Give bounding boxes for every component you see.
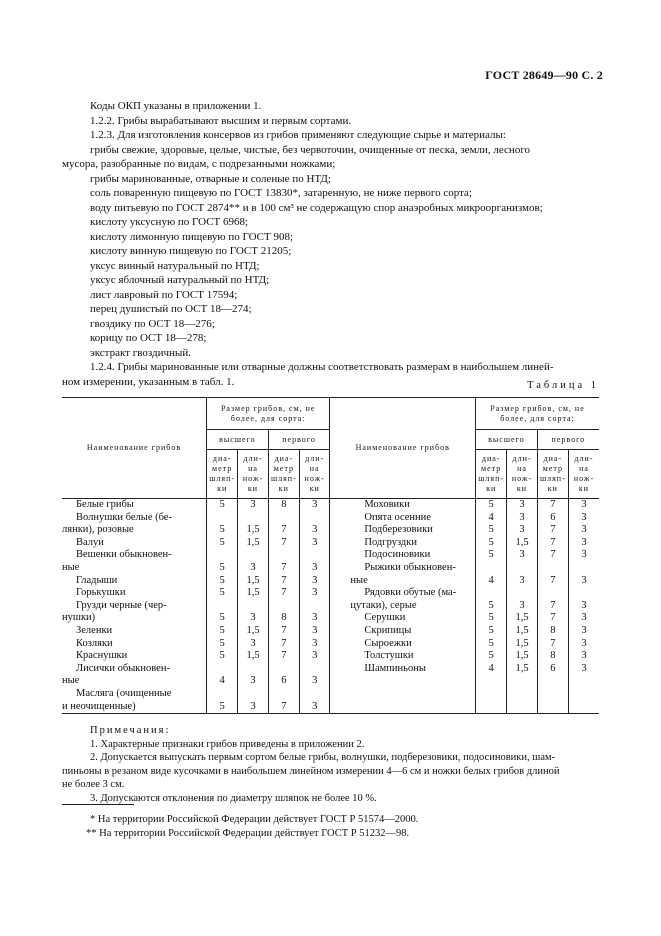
size-value bbox=[476, 587, 506, 600]
body-line: перец душистый по ОСТ 18—274; bbox=[90, 303, 252, 315]
note-item: 1. Характерные признаки грибов приведены в приложении 2. bbox=[90, 738, 365, 750]
footnotes bbox=[86, 813, 419, 841]
body-line: 1.2.2. Грибы вырабатывают высшим и первым сортами. bbox=[90, 114, 352, 127]
size-value: 5 bbox=[488, 624, 494, 636]
size-value: 3 bbox=[250, 700, 256, 712]
size-value: 3 bbox=[581, 499, 587, 510]
size-value: 3 bbox=[250, 637, 256, 649]
size-value bbox=[269, 549, 299, 562]
size-value: 5 bbox=[219, 587, 225, 599]
size-value: 3 bbox=[581, 612, 587, 624]
size-value: 3 bbox=[581, 624, 587, 636]
size-value bbox=[207, 600, 237, 613]
left-values-column bbox=[268, 499, 299, 714]
size-value: 3 bbox=[581, 574, 587, 586]
size-value: 7 bbox=[281, 524, 287, 536]
size-value bbox=[269, 512, 299, 525]
size-value: 8 bbox=[281, 499, 287, 510]
body-line: грибы свежие, здоровые, целые, чистые, без червоточин, очищенные от песка, земли, лесного bbox=[90, 143, 531, 156]
grade-high-left: высшего bbox=[207, 430, 269, 450]
size-value: 1,5 bbox=[246, 587, 260, 599]
size-value: 3 bbox=[312, 536, 318, 548]
size-value: 7 bbox=[281, 624, 287, 636]
size-value: 7 bbox=[281, 650, 287, 662]
body-line: корицу по ОСТ 18—278; bbox=[90, 332, 207, 344]
size-value bbox=[238, 688, 267, 701]
size-value: 1,5 bbox=[246, 574, 260, 586]
size-value: 7 bbox=[281, 574, 287, 586]
mushroom-name: Рыжики обыкновен- bbox=[364, 561, 456, 573]
size-value bbox=[538, 562, 568, 575]
size-value: 5 bbox=[219, 650, 225, 662]
size-value: 3 bbox=[250, 561, 256, 573]
size-value: 7 bbox=[550, 612, 556, 624]
size-value bbox=[569, 562, 599, 575]
mushroom-name: Козляки bbox=[76, 637, 113, 649]
body-line: 1.2.4. Грибы маринованные или отварные должны соответствовать размерам в наибольшем линей- bbox=[90, 361, 554, 373]
size-value bbox=[476, 562, 506, 575]
size-value: 7 bbox=[550, 549, 556, 561]
mushroom-name: Гладыши bbox=[76, 574, 118, 586]
name-header-right: Наименование грибов bbox=[330, 398, 476, 499]
size-value: 1,5 bbox=[246, 524, 260, 536]
body-line: экстракт гвоздичный. bbox=[90, 346, 191, 359]
size-value bbox=[300, 663, 329, 676]
right-values-column bbox=[537, 499, 568, 714]
size-value: 3 bbox=[581, 549, 587, 561]
col-diam-header: диа-метр шляп-ки bbox=[207, 450, 238, 499]
size-table bbox=[62, 397, 599, 714]
size-header-left: Размер грибов, см, не более, для сорта: bbox=[207, 398, 330, 430]
size-value bbox=[300, 600, 329, 613]
size-value: 1,5 bbox=[515, 662, 529, 674]
mushroom-name: Подгруздки bbox=[364, 536, 417, 548]
size-value: 4 bbox=[488, 662, 494, 674]
left-values-column bbox=[207, 499, 238, 714]
body-line: кислоту уксусную по ГОСТ 6968; bbox=[90, 216, 249, 228]
size-value bbox=[569, 587, 599, 600]
mushroom-name: и неочищенные) bbox=[62, 700, 136, 712]
mushroom-name: Моховики bbox=[364, 499, 410, 510]
body-line: Коды ОКП указаны в приложении 1. bbox=[90, 100, 262, 112]
left-values-column bbox=[238, 499, 268, 714]
size-value: 6 bbox=[281, 675, 287, 687]
size-value: 7 bbox=[550, 536, 556, 548]
size-value: 5 bbox=[219, 624, 225, 636]
col-diam-header: диа-метр шляп-ки bbox=[537, 450, 568, 499]
body-line: 1.2.3. Для изготовления консервов из грибов применяют следующие сырье и материалы: bbox=[90, 129, 506, 141]
left-values-column bbox=[299, 499, 329, 714]
size-value: 3 bbox=[519, 599, 525, 611]
size-value: 1,5 bbox=[515, 624, 529, 636]
size-value: 3 bbox=[581, 637, 587, 649]
mushroom-name: Рядовки обутые (ма- bbox=[364, 587, 457, 599]
grade-first-right: первого bbox=[537, 430, 599, 450]
size-value: 7 bbox=[281, 637, 287, 649]
size-value: 3 bbox=[312, 612, 318, 624]
size-value: 3 bbox=[519, 499, 525, 510]
table-caption: Таблица 1 bbox=[527, 380, 599, 391]
size-value: 8 bbox=[550, 650, 556, 662]
size-value: 5 bbox=[488, 524, 494, 536]
size-value: 8 bbox=[281, 612, 287, 624]
size-value: 3 bbox=[312, 561, 318, 573]
size-value: 3 bbox=[581, 524, 587, 536]
size-value: 1,5 bbox=[246, 650, 260, 662]
size-value: 7 bbox=[281, 587, 287, 599]
size-value: 3 bbox=[581, 599, 587, 611]
size-value: 5 bbox=[219, 574, 225, 586]
size-value bbox=[238, 512, 267, 525]
size-value: 5 bbox=[219, 536, 225, 548]
mushroom-name: Валуи bbox=[76, 536, 104, 548]
size-value: 3 bbox=[250, 612, 256, 624]
size-value: 7 bbox=[550, 637, 556, 649]
size-value: 3 bbox=[250, 675, 256, 687]
right-values-column bbox=[507, 499, 537, 714]
size-value: 3 bbox=[581, 662, 587, 674]
grade-first-left: первого bbox=[268, 430, 330, 450]
size-value: 1,5 bbox=[515, 637, 529, 649]
mushroom-name: Белые грибы bbox=[76, 499, 134, 510]
mushroom-name: Краснушки bbox=[76, 650, 128, 662]
size-value: 3 bbox=[581, 650, 587, 662]
size-value: 5 bbox=[219, 637, 225, 649]
size-value: 7 bbox=[550, 599, 556, 611]
body-line: грибы маринованные, отварные и соленые по НТД; bbox=[90, 172, 331, 185]
size-value bbox=[538, 587, 568, 600]
size-value bbox=[269, 600, 299, 613]
size-value bbox=[269, 688, 299, 701]
footnote-divider bbox=[62, 804, 134, 805]
body-line: соль поваренную пищевую по ГОСТ 13830*, затаренную, не ниже первого сорта; bbox=[90, 187, 472, 199]
size-value: 3 bbox=[250, 499, 256, 510]
size-value: 5 bbox=[488, 650, 494, 662]
footnote: ** На территории Российской Федерации действует ГОСТ Р 51232—98. bbox=[86, 828, 410, 839]
size-value: 5 bbox=[488, 549, 494, 561]
body-line: ном измерении, указанным в табл. 1. bbox=[62, 375, 235, 388]
mushroom-name: Горькушки bbox=[76, 587, 126, 599]
body-line: кислоту винную пищевую по ГОСТ 21205; bbox=[90, 245, 292, 257]
size-value bbox=[207, 512, 237, 525]
size-value bbox=[238, 600, 267, 613]
size-value: 5 bbox=[488, 536, 494, 548]
col-len-header: дли-на нож-ки bbox=[507, 450, 537, 499]
mushroom-name: Вешенки обыкновен- bbox=[76, 549, 172, 561]
right-values-column bbox=[568, 499, 599, 714]
left-names-column bbox=[62, 499, 207, 714]
table-notes bbox=[62, 724, 600, 805]
size-value: 1,5 bbox=[515, 536, 529, 548]
grade-high-right: высшего bbox=[476, 430, 538, 450]
size-value: 4 bbox=[219, 675, 225, 687]
mushroom-name: Зеленки bbox=[76, 624, 113, 636]
size-value bbox=[300, 512, 329, 525]
col-diam-header: диа-метр шляп-ки bbox=[268, 450, 299, 499]
size-value bbox=[207, 663, 237, 676]
size-value: 5 bbox=[488, 637, 494, 649]
size-value: 6 bbox=[550, 662, 556, 674]
col-len-header: дли-на нож-ки bbox=[299, 450, 329, 499]
body-line: лист лавровый по ГОСТ 17594; bbox=[90, 288, 238, 301]
body-text bbox=[62, 99, 600, 389]
size-value: 6 bbox=[550, 511, 556, 523]
size-value: 3 bbox=[519, 524, 525, 536]
size-value: 7 bbox=[550, 574, 556, 586]
size-value: 5 bbox=[219, 612, 225, 624]
size-value: 3 bbox=[581, 511, 587, 523]
size-value: 5 bbox=[488, 599, 494, 611]
mushroom-name: Подосиновики bbox=[364, 549, 431, 561]
size-value bbox=[300, 549, 329, 562]
body-line: уксус винный натуральный по НТД; bbox=[90, 259, 260, 272]
size-value: 3 bbox=[312, 637, 318, 649]
mushroom-name: нушки) bbox=[62, 612, 96, 624]
size-value: 3 bbox=[312, 700, 318, 712]
note-item: 2. Допускается выпускать первым сортом белые грибы, волнушки, подберезовики, подосиновики, шам- bbox=[90, 752, 556, 763]
size-value bbox=[238, 663, 267, 676]
size-value bbox=[207, 688, 237, 701]
size-header-right: Размер грибов, см, не более, для сорта: bbox=[476, 398, 599, 430]
size-value: 7 bbox=[550, 499, 556, 510]
mushroom-name: ные bbox=[62, 561, 80, 573]
size-value: 1,5 bbox=[515, 650, 529, 662]
size-value: 1,5 bbox=[515, 612, 529, 624]
note-item: пиньоны в резаном виде кусочками в наибольшем линейном измерении 4—6 см и ножки белых грибов длиной bbox=[62, 765, 560, 777]
mushroom-name: ные bbox=[350, 574, 368, 586]
right-names-column bbox=[330, 499, 476, 714]
right-values-column bbox=[476, 499, 507, 714]
size-value: 4 bbox=[488, 574, 494, 586]
body-line: уксус яблочный натуральный по НТД; bbox=[90, 274, 270, 286]
page-header: ГОСТ 28649—90 С. 2 bbox=[485, 68, 603, 82]
body-line: гвоздику по ОСТ 18—276; bbox=[90, 317, 215, 330]
size-value bbox=[507, 562, 536, 575]
size-value bbox=[238, 549, 267, 562]
mushroom-name: Лисички обыкновен- bbox=[76, 662, 170, 674]
size-value: 1,5 bbox=[246, 536, 260, 548]
mushroom-name: лянки), розовые bbox=[62, 524, 134, 536]
size-value: 5 bbox=[219, 524, 225, 536]
mushroom-name: Опята осенние bbox=[364, 511, 431, 523]
mushroom-name: Серушки bbox=[364, 612, 406, 624]
size-value: 3 bbox=[312, 624, 318, 636]
col-len-header: дли-на нож-ки bbox=[568, 450, 599, 499]
size-value: 4 bbox=[488, 511, 494, 523]
notes-heading: Примечания: bbox=[90, 725, 171, 736]
size-value: 3 bbox=[519, 574, 525, 586]
note-item: 3. Допускаются отклонения по диаметру шляпок не более 10 %. bbox=[90, 792, 377, 804]
mushroom-name: Шампиньоны bbox=[364, 662, 426, 674]
size-value: 3 bbox=[312, 675, 318, 687]
mushroom-name: цутаки), серые bbox=[350, 599, 417, 611]
size-value bbox=[207, 549, 237, 562]
size-value: 3 bbox=[519, 549, 525, 561]
size-value bbox=[269, 663, 299, 676]
col-diam-header: диа-метр шляп-ки bbox=[476, 450, 507, 499]
size-value: 7 bbox=[281, 700, 287, 712]
note-item: не более 3 см. bbox=[62, 779, 125, 790]
size-value: 3 bbox=[312, 524, 318, 536]
mushroom-name: Волнушки белые (бе- bbox=[76, 511, 172, 523]
footnote: * На территории Российской Федерации действует ГОСТ Р 51574—2000. bbox=[90, 814, 419, 825]
size-value: 3 bbox=[581, 536, 587, 548]
mushroom-name: Толстушки bbox=[364, 650, 414, 662]
size-value: 3 bbox=[312, 499, 318, 510]
size-value: 8 bbox=[550, 624, 556, 636]
size-value: 5 bbox=[219, 499, 225, 510]
size-value: 3 bbox=[312, 574, 318, 586]
size-value: 5 bbox=[488, 499, 494, 510]
size-value: 5 bbox=[219, 700, 225, 712]
mushroom-name: Грузди черные (чер- bbox=[76, 599, 167, 611]
size-value bbox=[300, 688, 329, 701]
size-value: 7 bbox=[281, 561, 287, 573]
size-value: 5 bbox=[488, 612, 494, 624]
body-line: кислоту лимонную пищевую по ГОСТ 908; bbox=[90, 230, 294, 243]
size-value: 1,5 bbox=[246, 624, 260, 636]
mushroom-name: Сыроежки bbox=[364, 637, 412, 649]
body-line: воду питьевую по ГОСТ 2874** и в 100 см³ не содержащую спор анаэробных микроорганизмов; bbox=[90, 201, 543, 214]
size-value: 3 bbox=[312, 587, 318, 599]
mushroom-name: ные bbox=[62, 675, 80, 687]
size-value: 3 bbox=[312, 650, 318, 662]
mushroom-name: Скрипицы bbox=[364, 624, 412, 636]
name-header-left: Наименование грибов bbox=[62, 398, 207, 499]
col-len-header: дли-на нож-ки bbox=[238, 450, 268, 499]
body-line: мусора, разобранные по видам, с подрезанными ножками; bbox=[62, 158, 336, 170]
size-value: 5 bbox=[219, 561, 225, 573]
size-value: 3 bbox=[519, 511, 525, 523]
size-value: 7 bbox=[550, 524, 556, 536]
size-value: 7 bbox=[281, 536, 287, 548]
mushroom-name: Подберезовики bbox=[364, 524, 433, 536]
mushroom-name: Масляга (очищенные bbox=[76, 687, 172, 699]
size-value bbox=[507, 587, 536, 600]
